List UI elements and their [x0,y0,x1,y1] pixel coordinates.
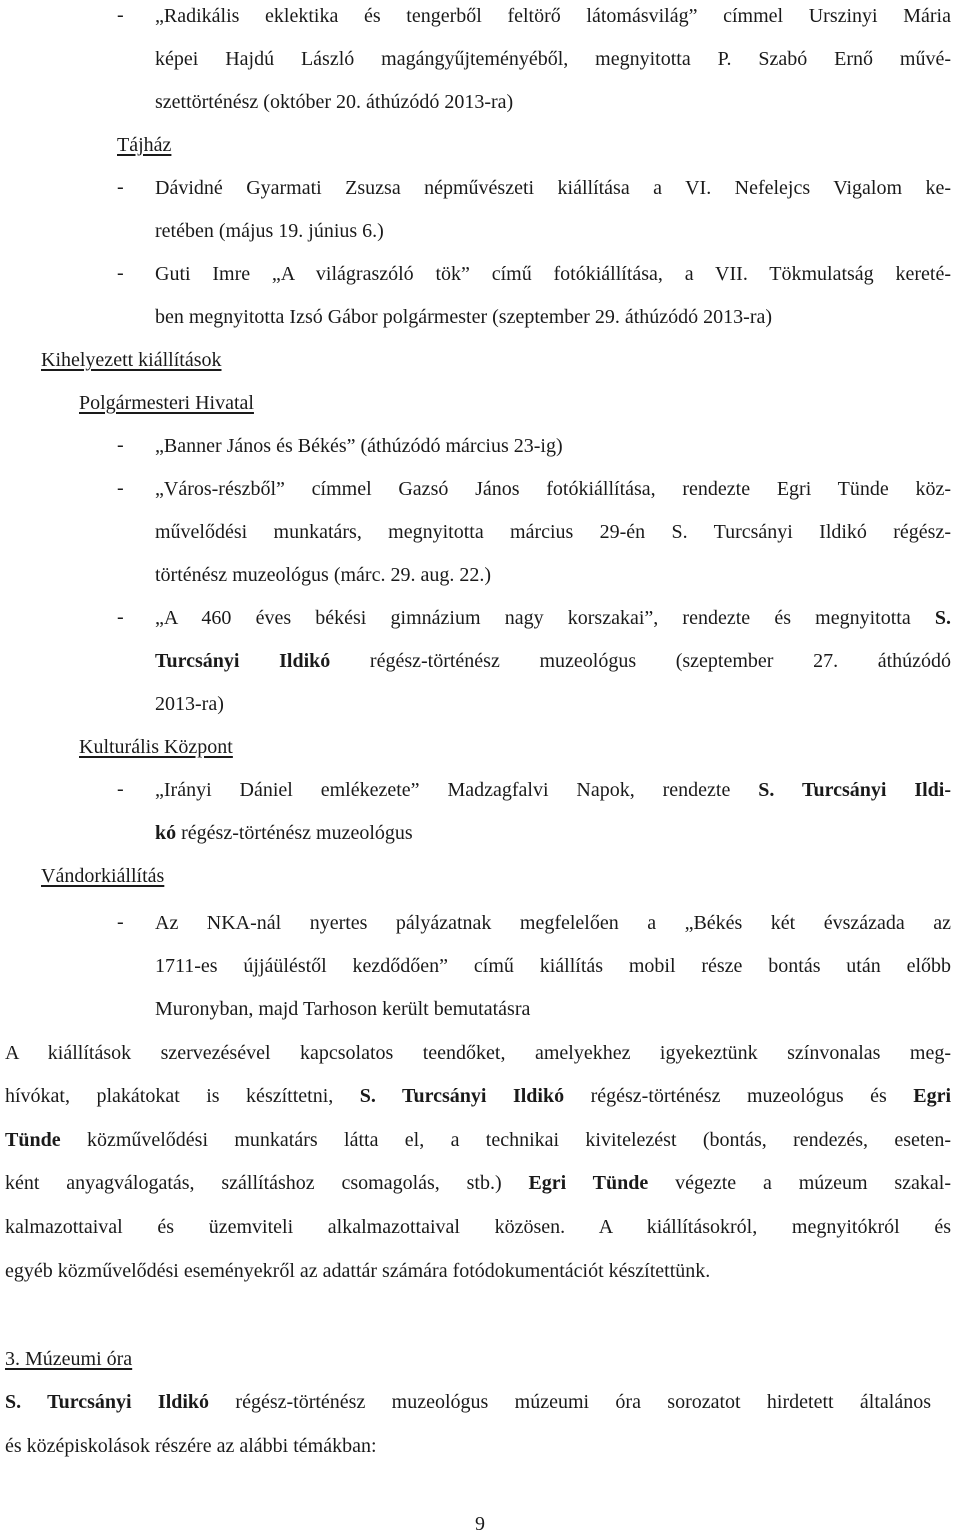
list-dash: - [117,4,124,26]
text-line: „Irányi Dániel emlékezete” Madzagfalvi Napok, rendezte S. Turcsányi Ildi- [155,779,952,801]
list-dash: - [117,606,124,628]
text-line: kó régész-történész muzeológus [155,822,413,844]
text-line: és középiskolások részére az alábbi témákban: [5,1435,377,1457]
text-line: Turcsányi Ildikó régész-történész muzeológus (szeptember 27. áthúzódó [155,650,952,672]
text-line: történész muzeológus (márc. 29. aug. 22.) [155,564,492,586]
list-dash: - [117,176,124,198]
text-line: „A 460 éves békési gimnázium nagy korszakai”, rendezte és megnyitotta S. [155,607,952,629]
section-heading-kihelyezett: Kihelyezett kiállítások [41,349,222,371]
text-line: „Radikális eklektika és tengerből feltörő látomásvilág” címmel Urszinyi Mária [155,5,951,27]
text-line: Dávidné Gyarmati Zsuzsa népművészeti kiállítása a VI. Nefelejcs Vigalom ke- [155,177,951,199]
subsection-heading-kulturalis: Kulturális Központ [79,736,233,758]
text-line: S. Turcsányi Ildikó régész-történész muzeológus múzeumi óra sorozatot hirdetett általános [5,1391,931,1413]
text-line: 1711-es újjáüléstől kezdődően” című kiállítás mobil része bontás után előbb [155,955,951,977]
text-line: Muronyban, majd Tarhoson került bemutatásra [155,998,531,1020]
list-dash: - [117,778,124,800]
section-heading-vandor: Vándorkiállítás [41,865,165,887]
text-line: művelődési munkatárs, megnyitotta március 29-én S. Turcsányi Ildikó régész- [155,521,951,543]
list-dash: - [117,434,124,456]
text-line: Az NKA-nál nyertes pályázatnak megfelelően a „Békés két évszázada az [155,912,951,934]
page-number: 9 [475,1513,485,1535]
text-line: ben megnyitotta Izsó Gábor polgármester (szeptember 29. áthúzódó 2013-ra) [155,306,773,328]
text-line: egyéb közművelődési eseményekről az adattár számára fotódokumentációt készítettünk. [5,1260,711,1282]
text-line: A kiállítások szervezésével kapcsolatos teendőket, amelyekhez igyekeztünk színvonalas meg- [5,1042,951,1064]
text-line: „Város-részből” címmel Gazsó János fotókiállítása, rendezte Egri Tünde köz- [155,478,951,500]
text-line: szettörténész (október 20. áthúzódó 2013-ra) [155,91,514,113]
section-heading-tajhaz: Tájház [117,134,172,156]
text-line: Tünde közművelődési munkatárs látta el, a technikai kivitelezést (bontás, rendezés, eseten- [5,1129,951,1151]
text-line: Guti Imre „A világraszóló tök” című fotókiállítása, a VII. Tökmulatság kereté- [155,263,951,285]
subsection-heading-polgarmesteri: Polgármesteri Hivatal [79,392,254,414]
list-dash: - [117,911,124,933]
text-line: képei Hajdú László magángyűjteményéből, megnyitotta P. Szabó Ernő művé- [155,48,951,70]
text-line: ként anyagválogatás, szállításhoz csomagolás, stb.) Egri Tünde végezte a múzeum szakal- [5,1172,952,1194]
list-dash: - [117,262,124,284]
list-dash: - [117,477,124,499]
text-line: 2013-ra) [155,693,224,715]
text-line: kalmazottaival és üzemviteli alkalmazottaival közösen. A kiállításokról, megnyitókról és [5,1216,951,1238]
text-line: hívókat, plakátokat is készíttetni, S. Turcsányi Ildikó régész-történész muzeológus és Egri [5,1085,952,1107]
text-line: „Banner János és Békés” (áthúzódó március 23-ig) [155,435,563,457]
section-heading-muzeumi-ora: 3. Múzeumi óra [5,1348,133,1370]
text-line: retében (május 19. június 6.) [155,220,384,242]
